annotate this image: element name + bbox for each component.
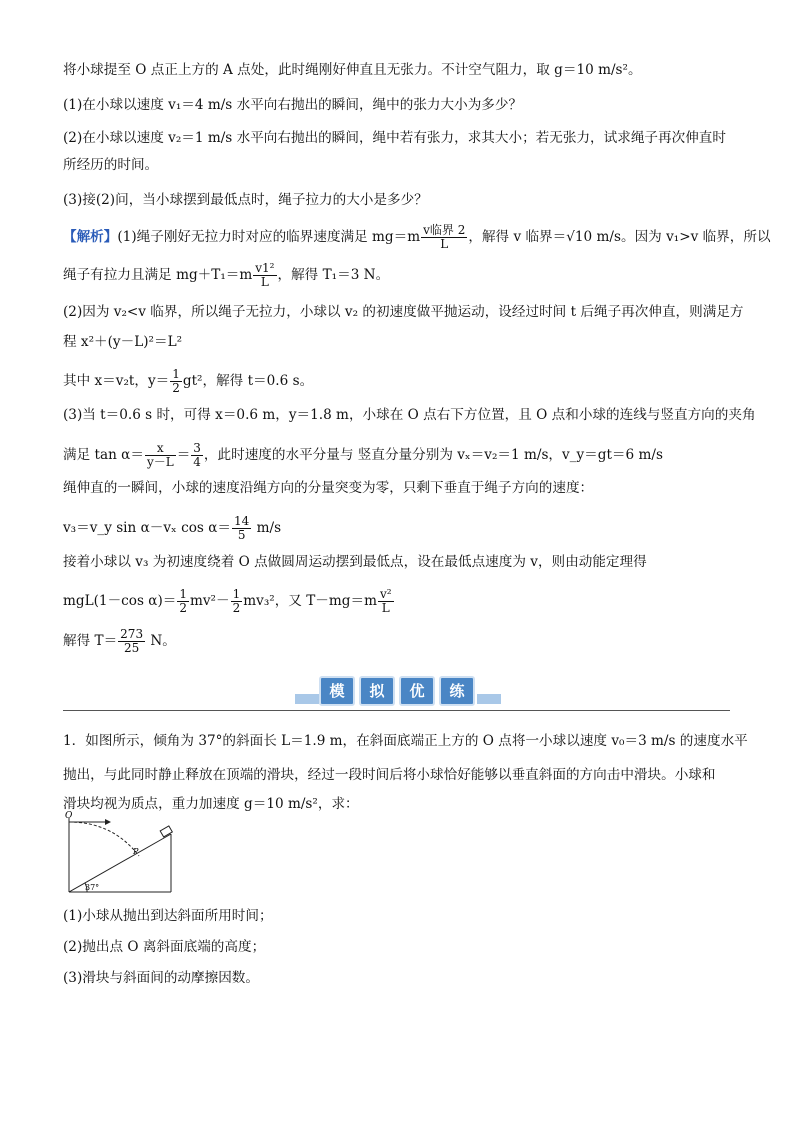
banner-wing-right	[477, 694, 501, 704]
incline-figure	[63, 810, 183, 900]
incline-diagram	[63, 810, 183, 900]
text-line: 将小球提至 O 点正上方的 A 点处，此时绳刚好伸直且无张力。不计空气阻力，取 g＝10 m/s²。	[63, 62, 642, 78]
banner-wing-left	[295, 694, 319, 704]
fraction: $\frac{14}{5}$	[234, 514, 250, 542]
problem-question: (2)抛出点 O 离斜面底端的高度；	[63, 939, 266, 955]
fraction: $\frac{1}{2}$	[172, 367, 180, 395]
banner-title	[313, 668, 483, 708]
problem-text: 滑块均视为质点，重力加速度 g＝10 m/s²，求：	[63, 796, 359, 812]
banner-char: 拟	[359, 676, 395, 706]
equation-line: 满足 tan α＝ $\frac{x}{y-L}$ ＝ $\frac{3}{4}$ ，此时速度的水平分量与 竖直分量分别为 vₓ＝v₂＝1 m/s，v_y＝gt＝6 m/s	[63, 441, 663, 469]
question-1: (1)在小球以速度 v₁＝4 m/s 水平向右抛出的瞬间，绳中的张力大小为多少？	[63, 97, 523, 113]
equation-line: v₃＝v_y sin α－vₓ cos α＝ $\frac{14}{5}$ m/s	[63, 514, 282, 542]
equation-line: 程 x²＋(y－L)²＝L²	[63, 334, 183, 350]
fraction: $\frac{x}{y-L}$	[146, 441, 174, 469]
problem-question: (1)小球从抛出到达斜面所用时间；	[63, 908, 273, 924]
analysis-line: 绳伸直的一瞬间，小球的速度沿绳方向的分量突变为零，只剩下垂直于绳子方向的速度：	[63, 480, 594, 496]
problem-text: 1．如图所示，倾角为 37°的斜面长 L＝1.9 m，在斜面底端正上方的 O 点将一小球以速度 v₀＝3 m/s 的速度水平	[63, 733, 748, 749]
equation-line: mgL(1－cos α)＝ $\frac{1}{2}$ mv²－ $\frac{1}{2}$ mv₃²，又 T－mg＝m $\frac{\text{v²}}{L}$	[63, 587, 392, 615]
problem-question: (3)滑块与斜面间的动摩擦因数。	[63, 970, 259, 986]
fraction: $\frac{273}{25}$	[120, 627, 144, 655]
banner-char: 优	[399, 676, 435, 706]
equation-line: 其中 x＝v₂t，y＝ $\frac{1}{2}$ gt²，解得 t＝0.6 s。	[63, 367, 314, 395]
banner-char: 模	[319, 676, 355, 706]
label-O: O	[65, 811, 73, 821]
fraction: $\frac{1}{2}$	[179, 587, 187, 615]
problem-text: 抛出，与此同时静止释放在顶端的滑块，经过一段时间后将小球恰好能够以垂直斜面的方向击中滑块。小球和	[63, 767, 716, 783]
question-2: (2)在小球以速度 v₂＝1 m/s 水平向右抛出的瞬间，绳中若有张力，求其大小；若无张力，试求绳子再次伸直时	[63, 130, 726, 146]
fraction: $\frac{\text{v1²}}{L}$	[255, 261, 275, 289]
question-3: (3)接(2)问，当小球摆到最低点时，绳子拉力的大小是多少？	[63, 192, 428, 208]
analysis-line: 接着小球以 v₃ 为初速度绕着 O 点做圆周运动摆到最低点，设在最低点速度为 v，则由动能定理得	[63, 554, 647, 570]
divider	[63, 710, 730, 711]
equation-line: 解得 T＝ $\frac{273}{25}$ N。	[63, 627, 176, 655]
analysis-line: 【解析】(1)绳子刚好无拉力时对应的临界速度满足 mg＝m $\frac{\text{v临界 2}}{L}$ ，解得 v 临界＝√10 m/s。因为 v₁>v 临界，所以	[63, 223, 771, 251]
fraction: $\frac{3}{4}$	[193, 441, 201, 469]
banner-char: 练	[439, 676, 475, 706]
section-banner	[63, 668, 730, 710]
analysis-line: (2)因为 v₂<v 临界，所以绳子无拉力，小球以 v₂ 的初速度做平抛运动，设经过时间 t 后绳子再次伸直，则满足方	[63, 304, 744, 320]
analysis-line: (3)当 t＝0.6 s 时，可得 x＝0.6 m，y＝1.8 m，小球在 O 点右下方位置，且 O 点和小球的连线与竖直方向的夹角	[63, 407, 756, 423]
fraction: $\frac{\text{v²}}{L}$	[379, 587, 392, 615]
question-2-cont: 所经历的时间。	[63, 157, 159, 173]
fraction: $\frac{\text{v临界 2}}{L}$	[423, 223, 466, 251]
fraction: $\frac{1}{2}$	[232, 587, 241, 615]
label-P: P	[133, 847, 139, 856]
analysis-line: 绳子有拉力且满足 mg＋T₁＝m $\frac{\text{v1²}}{L}$ ，解得 T₁＝3 N。	[63, 261, 390, 289]
label-angle: 37°	[85, 883, 100, 892]
analysis-tag: 【解析】	[63, 229, 118, 245]
